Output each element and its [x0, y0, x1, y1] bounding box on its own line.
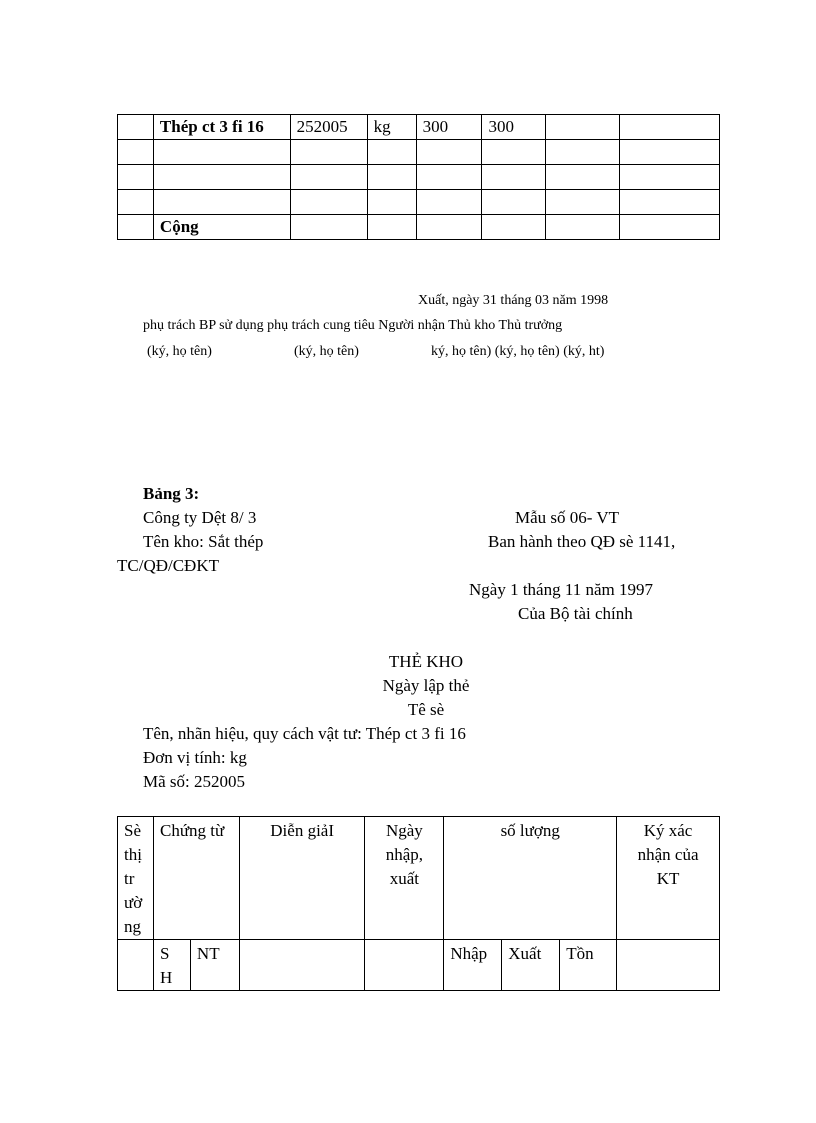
col-seq-header: Sè thị tr ườ ng — [118, 817, 154, 940]
table-cell — [416, 165, 482, 190]
col-desc-header: Diễn giảI — [239, 817, 365, 940]
sub-nt-header: NT — [190, 940, 239, 991]
sub-empty-1 — [118, 940, 154, 991]
ministry: Của Bộ tài chính — [518, 604, 633, 623]
table-cell — [620, 140, 720, 165]
table-cell — [118, 140, 154, 165]
table-cell — [118, 115, 154, 140]
table-cell — [546, 115, 620, 140]
table-cell — [367, 215, 416, 240]
issued-by: Ban hành theo QĐ sè 1141, — [488, 532, 676, 551]
table-cell: Thép ct 3 fi 16 — [153, 115, 290, 140]
issue-table — [117, 114, 720, 240]
sub-sh-header: S H — [153, 940, 190, 991]
item-code: Mã số: 252005 — [143, 772, 245, 791]
item-unit: Đơn vị tính: kg — [143, 748, 247, 767]
table-cell — [153, 165, 290, 190]
col-qty-header: số lượng — [444, 817, 617, 940]
card-title: THẺ KHO — [388, 652, 464, 671]
table-cell — [546, 215, 620, 240]
table-cell — [416, 190, 482, 215]
table-row — [118, 165, 720, 190]
table-label: Bảng 3: — [143, 484, 200, 503]
warehouse-name: Tên kho: Sắt thép — [143, 532, 264, 551]
table-cell — [482, 215, 546, 240]
table-cell — [367, 140, 416, 165]
table-cell — [153, 190, 290, 215]
table-cell — [118, 165, 154, 190]
company-name: Công ty Dệt 8/ 3 — [143, 508, 257, 527]
table-cell — [416, 140, 482, 165]
signature-note-3: ký, họ tên) (ký, họ tên) (ký, ht) — [431, 344, 605, 359]
col-date-header: Ngày nhập, xuất — [365, 817, 444, 940]
table-row — [118, 215, 720, 240]
sub-in-header: Nhập — [444, 940, 502, 991]
table-cell — [546, 165, 620, 190]
table-cell — [546, 140, 620, 165]
table-cell — [546, 190, 620, 215]
issue-date: Ngày 1 tháng 11 năm 1997 — [469, 580, 653, 599]
table-cell: 300 — [416, 115, 482, 140]
table-cell: 252005 — [290, 115, 367, 140]
table-cell — [290, 140, 367, 165]
issue-date-line: Xuất, ngày 31 tháng 03 năm 1998 — [418, 293, 609, 308]
table-cell — [620, 165, 720, 190]
sub-empty-4 — [617, 940, 720, 991]
form-number: Mẫu số 06- VT — [515, 508, 620, 527]
table-cell — [290, 190, 367, 215]
table-cell — [416, 215, 482, 240]
table-cell — [153, 140, 290, 165]
signature-roles: phụ trách BP sử dụng phụ trách cung tiêu Người nhận Thủ kho Thủ trưởng — [143, 318, 563, 333]
table-cell — [290, 165, 367, 190]
table-cell — [290, 215, 367, 240]
col-voucher-header: Chứng từ — [153, 817, 239, 940]
table-cell — [118, 215, 154, 240]
table-cell — [620, 215, 720, 240]
table-row — [118, 190, 720, 215]
table-cell: 300 — [482, 115, 546, 140]
table-cell — [620, 115, 720, 140]
col-confirm-header: Ký xác nhận của KT — [617, 817, 720, 940]
sub-empty-2 — [239, 940, 365, 991]
table-cell: kg — [367, 115, 416, 140]
signature-note-2: (ký, họ tên) — [294, 344, 359, 359]
table-cell — [482, 165, 546, 190]
table-cell — [482, 190, 546, 215]
table-row — [118, 115, 720, 140]
table-cell — [118, 190, 154, 215]
table-cell — [367, 165, 416, 190]
decree-code: TC/QĐ/CĐKT — [117, 556, 219, 575]
stock-card-table — [117, 816, 720, 991]
table-row — [118, 140, 720, 165]
sub-out-header: Xuất — [502, 940, 560, 991]
table-cell — [482, 140, 546, 165]
card-sheet-number: Tê sè — [407, 700, 445, 719]
signature-note-1: (ký, họ tên) — [147, 344, 212, 359]
sub-balance-header: Tồn — [560, 940, 617, 991]
sub-empty-3 — [365, 940, 444, 991]
table-cell: Cộng — [153, 215, 290, 240]
table-cell — [620, 190, 720, 215]
item-name: Tên, nhãn hiệu, quy cách vật tư: Thép ct 3 fi 16 — [143, 724, 466, 743]
card-created-date: Ngày lập thẻ — [382, 676, 470, 695]
table-cell — [367, 190, 416, 215]
